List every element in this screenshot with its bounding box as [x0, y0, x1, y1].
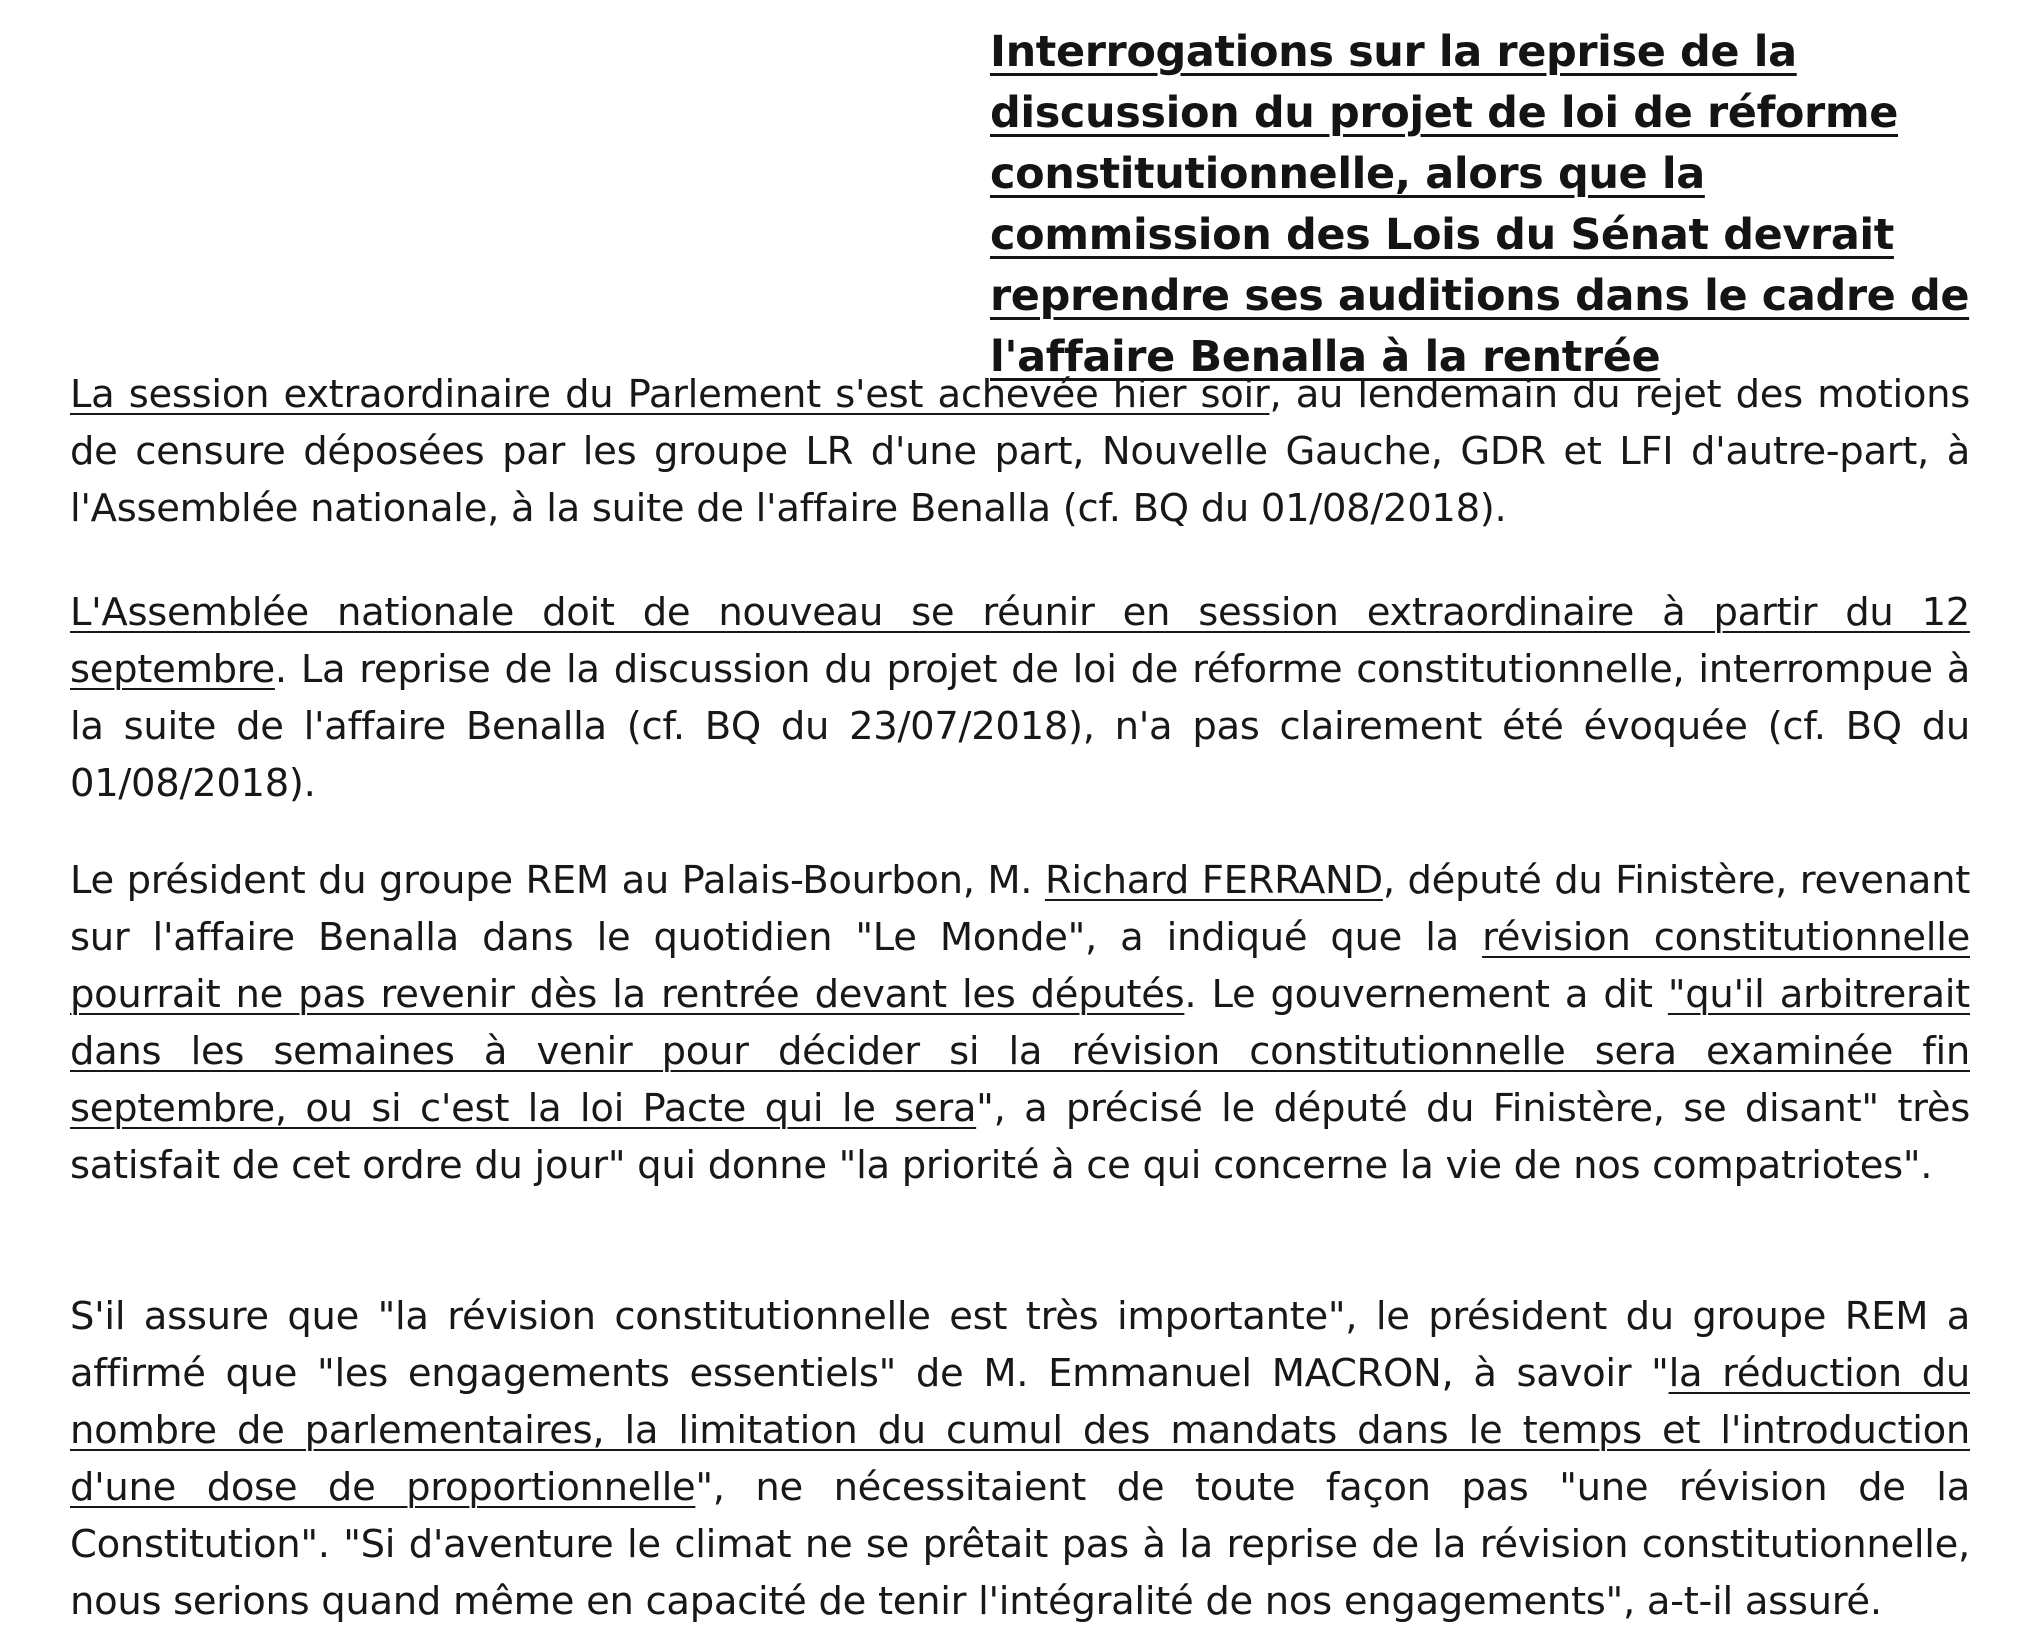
paragraph-text: , au lendemain du rejet des motions de censure déposées par les groupe LR d'une part, Nouvelle Gauche, GDR et LFI d'autre-part, à l'Assemblée nationale, à la suite de l'affaire Benalla (cf. BQ du 01/08/2018). — [70, 372, 1970, 531]
underlined-text: La session extraordinaire du Parlement s'est achevée hier soir — [70, 372, 1270, 417]
paragraph-1 — [70, 366, 1970, 537]
paragraph-text: , député du Finistère, revenant sur l'affaire Benalla dans le quotidien "Le Monde", a indiqué que la — [70, 858, 1970, 960]
paragraph-text: Le président du groupe REM au Palais-Bourbon, M. — [70, 858, 1045, 903]
underlined-quote: "qu'il arbitrerait dans les semaines à venir pour décider si la révision constitutionnelle sera examinée fin septembre, ou si c'est la loi Pacte qui le sera — [70, 972, 1970, 1131]
paragraph-text: . Le gouvernement a dit — [1184, 972, 1668, 1017]
article-title: Interrogations sur la reprise de la discussion du projet de loi de réforme constitutionnelle, alors que la commission des Lois du Sénat devrait reprendre ses auditions dans le cadre de l'affaire Benalla à la rentrée — [990, 27, 1970, 382]
underlined-text: L'Assemblée nationale doit de nouveau se réunir en session extraordinaire à partir du 12 septembre — [70, 590, 1970, 692]
paragraph-4 — [70, 1288, 1970, 1630]
paragraph-text: ", ne nécessitaient de toute façon pas "une révision de la Constitution". "Si d'aventure le climat ne se prêtait pas à la reprise de la révision constitutionnelle, nous serions quand même en capacité de tenir l'intégralité de nos engagements", a-t-il assuré. — [70, 1465, 1970, 1624]
underlined-quote: la réduction du nombre de parlementaires, la limitation du cumul des mandats dans le temps et l'introduction d'une dose de proportionnelle — [70, 1351, 1971, 1510]
paragraph-text: . La reprise de la discussion du projet de loi de réforme constitutionnelle, interrompue à la suite de l'affaire Benalla (cf. BQ du 23/07/2018), n'a pas clairement été évoquée (cf. BQ du 01/08/2018). — [70, 647, 1970, 806]
paragraph-text: S'il assure que "la révision constitutionnelle est très importante", le président du groupe REM a affirmé que "les engagements essentiels" de M. Emmanuel MACRON, à savoir " — [70, 1294, 1970, 1396]
underlined-name: Richard FERRAND — [1044, 858, 1383, 903]
underlined-text: révision constitutionnelle pourrait ne pas revenir dès la rentrée devant les députés — [70, 915, 1970, 1017]
paragraph-text: ", a précisé le député du Finistère, se disant" très satisfait de cet ordre du jour" qui donne "la priorité à ce qui concerne la vie de nos compatriotes". — [70, 1086, 1971, 1188]
paragraph-2 — [70, 584, 1970, 812]
paragraph-3 — [70, 852, 1970, 1194]
